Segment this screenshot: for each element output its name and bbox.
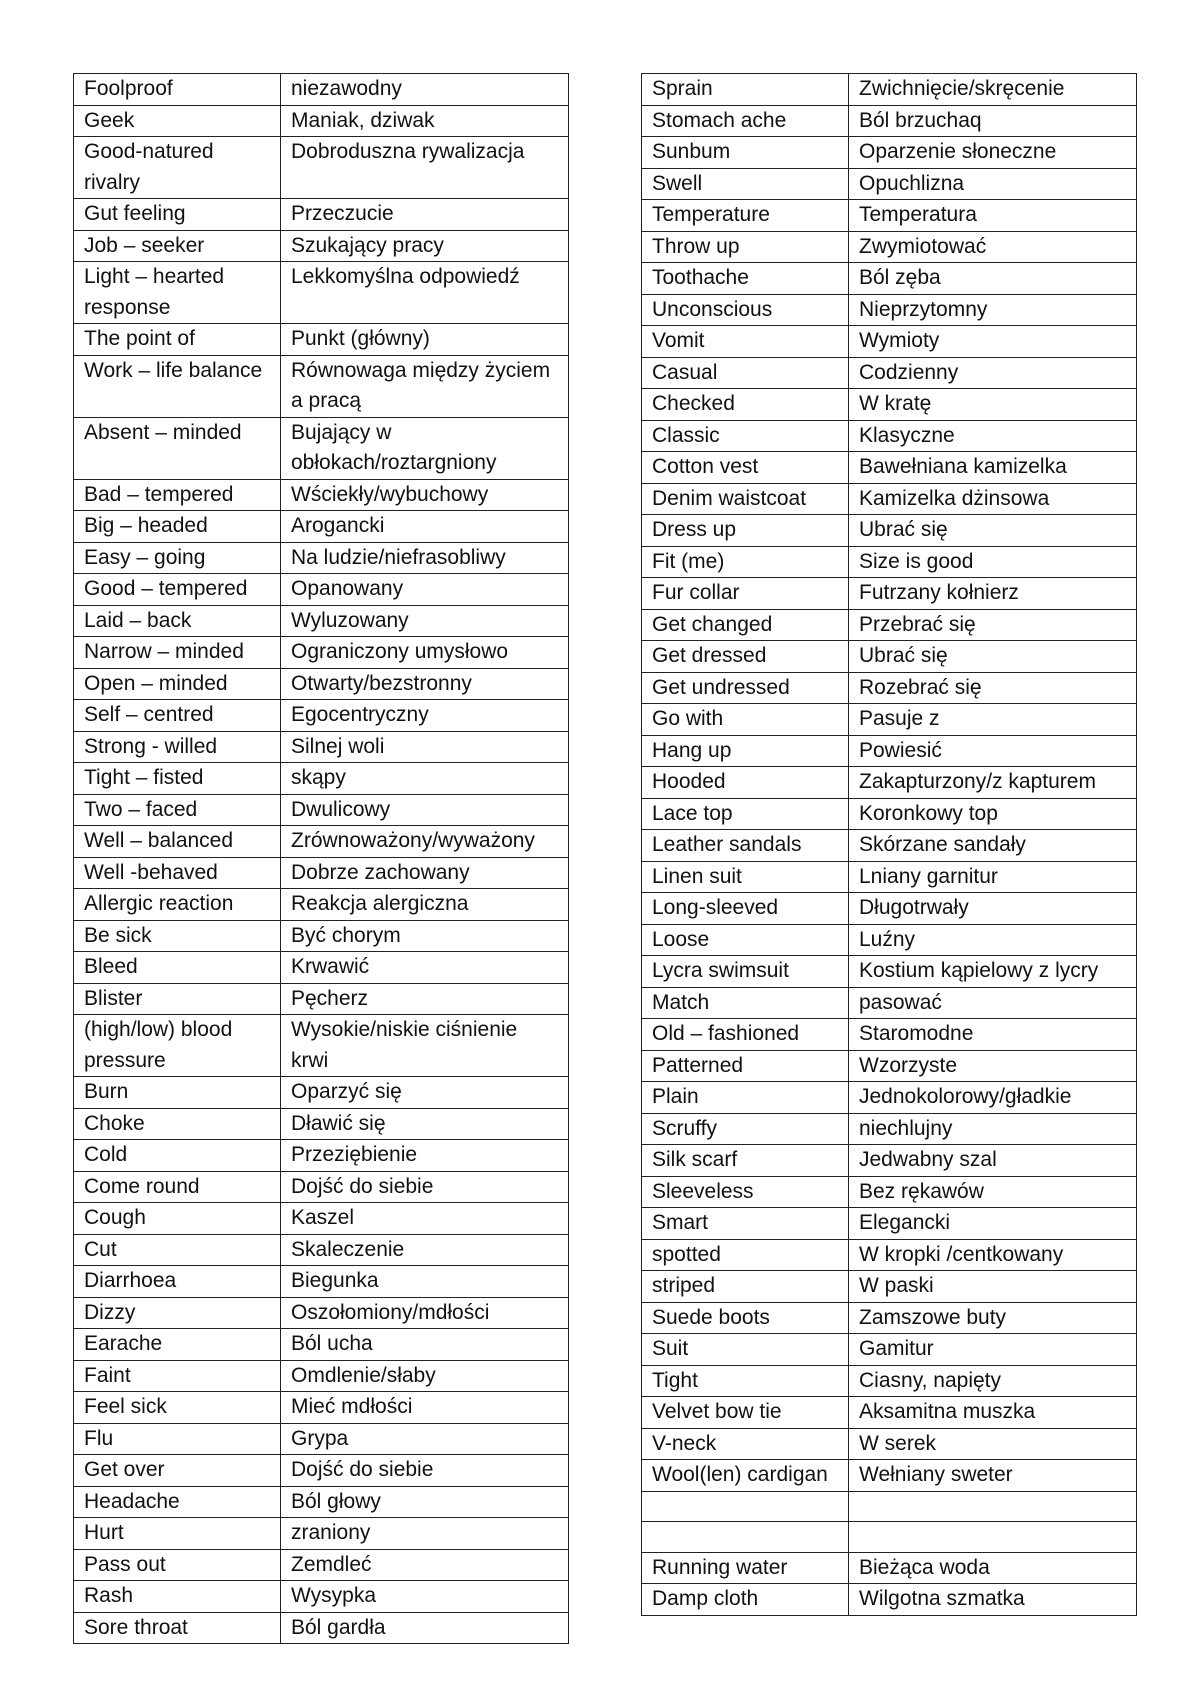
table-row bbox=[74, 1203, 569, 1235]
polish-translation: Skaleczenie bbox=[281, 1234, 569, 1266]
polish-translation: Ból głowy bbox=[281, 1486, 569, 1518]
english-term: Sprain bbox=[642, 74, 849, 106]
table-row bbox=[74, 983, 569, 1015]
table-row bbox=[642, 1428, 1137, 1460]
english-term: Absent – minded bbox=[74, 417, 281, 479]
polish-translation: niezawodny bbox=[281, 74, 569, 106]
table-row bbox=[74, 74, 569, 106]
polish-translation: Wełniany sweter bbox=[849, 1460, 1137, 1492]
table-row bbox=[642, 578, 1137, 610]
polish-translation: W serek bbox=[849, 1428, 1137, 1460]
table-row bbox=[642, 956, 1137, 988]
english-term: Easy – going bbox=[74, 542, 281, 574]
table-row bbox=[642, 924, 1137, 956]
table-row bbox=[74, 1392, 569, 1424]
polish-translation: Wysypka bbox=[281, 1581, 569, 1613]
english-term: Sore throat bbox=[74, 1612, 281, 1644]
table-row bbox=[642, 1334, 1137, 1366]
english-term: Stomach ache bbox=[642, 105, 849, 137]
table-row bbox=[74, 542, 569, 574]
table-row bbox=[642, 357, 1137, 389]
polish-translation: Bujający w obłokach/roztargniony bbox=[281, 417, 569, 479]
table-row bbox=[642, 74, 1137, 106]
table-row bbox=[74, 105, 569, 137]
table-row bbox=[642, 483, 1137, 515]
english-term: Hooded bbox=[642, 767, 849, 799]
polish-translation: Lekkomyślna odpowiedź bbox=[281, 262, 569, 324]
polish-translation: W paski bbox=[849, 1271, 1137, 1303]
english-term: Job – seeker bbox=[74, 230, 281, 262]
polish-translation: Oparzyć się bbox=[281, 1077, 569, 1109]
polish-translation: Wilgotna szmatka bbox=[849, 1584, 1137, 1616]
table-row bbox=[74, 763, 569, 795]
table-row bbox=[74, 731, 569, 763]
english-term: Wool(len) cardigan bbox=[642, 1460, 849, 1492]
polish-translation: Skórzane sandały bbox=[849, 830, 1137, 862]
polish-translation: Ból zęba bbox=[849, 263, 1137, 295]
polish-translation: Zwichnięcie/skręcenie bbox=[849, 74, 1137, 106]
polish-translation: Przeziębienie bbox=[281, 1140, 569, 1172]
polish-translation: Ból gardła bbox=[281, 1612, 569, 1644]
table-row bbox=[642, 326, 1137, 358]
polish-translation: Wzorzyste bbox=[849, 1050, 1137, 1082]
table-row bbox=[642, 1302, 1137, 1334]
table-row bbox=[74, 637, 569, 669]
table-row bbox=[74, 1612, 569, 1644]
english-term: Headache bbox=[74, 1486, 281, 1518]
english-term: Gut feeling bbox=[74, 199, 281, 231]
english-term: Suit bbox=[642, 1334, 849, 1366]
polish-translation: Dojść do siebie bbox=[281, 1455, 569, 1487]
english-term: Good – tempered bbox=[74, 574, 281, 606]
english-term: Bleed bbox=[74, 952, 281, 984]
polish-translation: Silnej woli bbox=[281, 731, 569, 763]
polish-translation: Omdlenie/słaby bbox=[281, 1360, 569, 1392]
table-row bbox=[642, 1145, 1137, 1177]
polish-translation: zraniony bbox=[281, 1518, 569, 1550]
polish-translation: Maniak, dziwak bbox=[281, 105, 569, 137]
english-term: Sleeveless bbox=[642, 1176, 849, 1208]
polish-translation: Przebrać się bbox=[849, 609, 1137, 641]
polish-translation: Zemdleć bbox=[281, 1549, 569, 1581]
english-term: Temperature bbox=[642, 200, 849, 232]
table-row bbox=[74, 511, 569, 543]
polish-translation: Dojść do siebie bbox=[281, 1171, 569, 1203]
table-row bbox=[642, 735, 1137, 767]
english-term: Loose bbox=[642, 924, 849, 956]
table-row bbox=[74, 1486, 569, 1518]
polish-translation: W kratę bbox=[849, 389, 1137, 421]
english-term: Allergic reaction bbox=[74, 889, 281, 921]
table-row bbox=[642, 641, 1137, 673]
english-term: Get undressed bbox=[642, 672, 849, 704]
table-row bbox=[642, 704, 1137, 736]
english-term: Damp cloth bbox=[642, 1584, 849, 1616]
table-row bbox=[74, 324, 569, 356]
table-row bbox=[642, 1522, 1137, 1553]
polish-translation: Ciasny, napięty bbox=[849, 1365, 1137, 1397]
polish-translation: Ból brzuchaq bbox=[849, 105, 1137, 137]
english-term: Rash bbox=[74, 1581, 281, 1613]
english-term: Swell bbox=[642, 168, 849, 200]
table-row bbox=[74, 574, 569, 606]
english-term: Pass out bbox=[74, 1549, 281, 1581]
english-term: Cold bbox=[74, 1140, 281, 1172]
polish-translation: Mieć mdłości bbox=[281, 1392, 569, 1424]
polish-translation: niechlujny bbox=[849, 1113, 1137, 1145]
polish-translation: Biegunka bbox=[281, 1266, 569, 1298]
polish-translation: W kropki /centkowany bbox=[849, 1239, 1137, 1271]
table-row bbox=[642, 672, 1137, 704]
table-row bbox=[642, 452, 1137, 484]
table-row bbox=[74, 1266, 569, 1298]
table-row bbox=[642, 830, 1137, 862]
table-row bbox=[642, 1552, 1137, 1584]
polish-translation: Lniany garnitur bbox=[849, 861, 1137, 893]
english-term: Checked bbox=[642, 389, 849, 421]
table-row bbox=[74, 605, 569, 637]
english-term: Linen suit bbox=[642, 861, 849, 893]
english-term: Long-sleeved bbox=[642, 893, 849, 925]
english-term: Narrow – minded bbox=[74, 637, 281, 669]
table-row bbox=[74, 1015, 569, 1077]
table-row bbox=[642, 1113, 1137, 1145]
english-term: Toothache bbox=[642, 263, 849, 295]
english-term: Throw up bbox=[642, 231, 849, 263]
english-term: spotted bbox=[642, 1239, 849, 1271]
table-row bbox=[74, 889, 569, 921]
english-term: Cough bbox=[74, 1203, 281, 1235]
polish-translation: Powiesić bbox=[849, 735, 1137, 767]
polish-translation: Wymioty bbox=[849, 326, 1137, 358]
english-term bbox=[642, 1522, 849, 1553]
polish-translation: Koronkowy top bbox=[849, 798, 1137, 830]
table-row bbox=[642, 420, 1137, 452]
english-term: Self – centred bbox=[74, 700, 281, 732]
english-term: Running water bbox=[642, 1552, 849, 1584]
english-term: Casual bbox=[642, 357, 849, 389]
polish-translation: pasować bbox=[849, 987, 1137, 1019]
table-row bbox=[74, 1234, 569, 1266]
english-term: Hurt bbox=[74, 1518, 281, 1550]
english-term: Denim waistcoat bbox=[642, 483, 849, 515]
english-term: striped bbox=[642, 1271, 849, 1303]
table-row bbox=[74, 199, 569, 231]
polish-translation: Bez rękawów bbox=[849, 1176, 1137, 1208]
english-term: Come round bbox=[74, 1171, 281, 1203]
table-row bbox=[74, 1171, 569, 1203]
english-term: Match bbox=[642, 987, 849, 1019]
polish-translation: Zrównoważony/wyważony bbox=[281, 826, 569, 858]
table-row bbox=[74, 1360, 569, 1392]
english-term: (high/low) blood pressure bbox=[74, 1015, 281, 1077]
polish-translation: Ból ucha bbox=[281, 1329, 569, 1361]
table-row bbox=[642, 987, 1137, 1019]
english-term: Velvet bow tie bbox=[642, 1397, 849, 1429]
table-row bbox=[74, 668, 569, 700]
table-row bbox=[74, 1581, 569, 1613]
polish-translation: Grypa bbox=[281, 1423, 569, 1455]
english-term: Go with bbox=[642, 704, 849, 736]
english-term: V-neck bbox=[642, 1428, 849, 1460]
table-row bbox=[74, 952, 569, 984]
english-term: Choke bbox=[74, 1108, 281, 1140]
english-term: Dress up bbox=[642, 515, 849, 547]
table-row bbox=[642, 1271, 1137, 1303]
table-row bbox=[74, 920, 569, 952]
polish-translation: Zamszowe buty bbox=[849, 1302, 1137, 1334]
polish-translation: Na ludzie/niefrasobliwy bbox=[281, 542, 569, 574]
english-term: Suede boots bbox=[642, 1302, 849, 1334]
table-row bbox=[74, 355, 569, 417]
table-row bbox=[642, 105, 1137, 137]
table-row bbox=[642, 137, 1137, 169]
english-term: Work – life balance bbox=[74, 355, 281, 417]
table-row bbox=[642, 893, 1137, 925]
english-term: Faint bbox=[74, 1360, 281, 1392]
english-term: Get dressed bbox=[642, 641, 849, 673]
polish-translation: Jedwabny szal bbox=[849, 1145, 1137, 1177]
table-row bbox=[642, 1082, 1137, 1114]
polish-translation: Dobrze zachowany bbox=[281, 857, 569, 889]
polish-translation: Nieprzytomny bbox=[849, 294, 1137, 326]
polish-translation: Dwulicowy bbox=[281, 794, 569, 826]
polish-translation: Przeczucie bbox=[281, 199, 569, 231]
table-row bbox=[74, 1108, 569, 1140]
table-row bbox=[74, 417, 569, 479]
polish-translation: Zakapturzony/z kapturem bbox=[849, 767, 1137, 799]
table-row bbox=[642, 1365, 1137, 1397]
table-row bbox=[74, 1423, 569, 1455]
polish-translation: Egocentryczny bbox=[281, 700, 569, 732]
polish-translation: Równowaga między życiem a pracą bbox=[281, 355, 569, 417]
english-term: Leather sandals bbox=[642, 830, 849, 862]
polish-translation: Kostium kąpielowy z lycry bbox=[849, 956, 1137, 988]
english-term: Strong - willed bbox=[74, 731, 281, 763]
english-term: Lace top bbox=[642, 798, 849, 830]
english-term: Tight bbox=[642, 1365, 849, 1397]
english-term: The point of bbox=[74, 324, 281, 356]
table-row bbox=[642, 200, 1137, 232]
polish-translation: Opanowany bbox=[281, 574, 569, 606]
english-term: Well – balanced bbox=[74, 826, 281, 858]
polish-translation: Jednokolorowy/gładkie bbox=[849, 1082, 1137, 1114]
polish-translation: Arogancki bbox=[281, 511, 569, 543]
english-term: Vomit bbox=[642, 326, 849, 358]
english-term: Sunbum bbox=[642, 137, 849, 169]
english-term: Cut bbox=[74, 1234, 281, 1266]
polish-translation: Być chorym bbox=[281, 920, 569, 952]
table-row bbox=[642, 1050, 1137, 1082]
polish-translation: Dławić się bbox=[281, 1108, 569, 1140]
english-term: Silk scarf bbox=[642, 1145, 849, 1177]
table-row bbox=[642, 263, 1137, 295]
english-term: Big – headed bbox=[74, 511, 281, 543]
table-row bbox=[642, 1460, 1137, 1492]
polish-translation: Temperatura bbox=[849, 200, 1137, 232]
polish-translation: Codzienny bbox=[849, 357, 1137, 389]
english-term: Flu bbox=[74, 1423, 281, 1455]
table-row bbox=[74, 479, 569, 511]
table-row bbox=[642, 1491, 1137, 1522]
table-row bbox=[642, 861, 1137, 893]
polish-translation: Oszołomiony/mdłości bbox=[281, 1297, 569, 1329]
table-row bbox=[74, 137, 569, 199]
table-row bbox=[74, 262, 569, 324]
table-row bbox=[74, 857, 569, 889]
table-row bbox=[642, 1584, 1137, 1616]
table-row bbox=[642, 1208, 1137, 1240]
english-term: Foolproof bbox=[74, 74, 281, 106]
polish-translation: skąpy bbox=[281, 763, 569, 795]
polish-translation: Wściekły/wybuchowy bbox=[281, 479, 569, 511]
polish-translation: Rozebrać się bbox=[849, 672, 1137, 704]
english-term: Tight – fisted bbox=[74, 763, 281, 795]
english-term: Burn bbox=[74, 1077, 281, 1109]
english-term: Laid – back bbox=[74, 605, 281, 637]
english-term: Dizzy bbox=[74, 1297, 281, 1329]
table-row bbox=[74, 1455, 569, 1487]
polish-translation bbox=[849, 1522, 1137, 1553]
table-row bbox=[642, 1397, 1137, 1429]
table-row bbox=[74, 700, 569, 732]
table-row bbox=[642, 168, 1137, 200]
polish-translation: Wysokie/niskie ciśnienie krwi bbox=[281, 1015, 569, 1077]
polish-translation: Ograniczony umysłowo bbox=[281, 637, 569, 669]
table-row bbox=[642, 294, 1137, 326]
english-term: Old – fashioned bbox=[642, 1019, 849, 1051]
table-row bbox=[642, 515, 1137, 547]
polish-translation: Bawełniana kamizelka bbox=[849, 452, 1137, 484]
polish-translation: Opuchlizna bbox=[849, 168, 1137, 200]
english-term: Well -behaved bbox=[74, 857, 281, 889]
polish-translation: Futrzany kołnierz bbox=[849, 578, 1137, 610]
table-row bbox=[642, 1176, 1137, 1208]
polish-translation: Kaszel bbox=[281, 1203, 569, 1235]
polish-translation: Pęcherz bbox=[281, 983, 569, 1015]
vocabulary-table-right bbox=[641, 73, 1137, 1616]
polish-translation: Aksamitna muszka bbox=[849, 1397, 1137, 1429]
english-term: Classic bbox=[642, 420, 849, 452]
table-row bbox=[642, 389, 1137, 421]
table-row bbox=[74, 794, 569, 826]
english-term: Two – faced bbox=[74, 794, 281, 826]
table-row bbox=[642, 767, 1137, 799]
english-term: Geek bbox=[74, 105, 281, 137]
english-term: Hang up bbox=[642, 735, 849, 767]
table-row bbox=[74, 1140, 569, 1172]
polish-translation bbox=[849, 1491, 1137, 1522]
english-term: Bad – tempered bbox=[74, 479, 281, 511]
polish-translation: Bieżąca woda bbox=[849, 1552, 1137, 1584]
polish-translation: Size is good bbox=[849, 546, 1137, 578]
english-term bbox=[642, 1491, 849, 1522]
polish-translation: Pasuje z bbox=[849, 704, 1137, 736]
english-term: Diarrhoea bbox=[74, 1266, 281, 1298]
english-term: Fit (me) bbox=[642, 546, 849, 578]
table-row bbox=[74, 1329, 569, 1361]
english-term: Unconscious bbox=[642, 294, 849, 326]
polish-translation: Reakcja alergiczna bbox=[281, 889, 569, 921]
english-term: Feel sick bbox=[74, 1392, 281, 1424]
polish-translation: Szukający pracy bbox=[281, 230, 569, 262]
polish-translation: Elegancki bbox=[849, 1208, 1137, 1240]
polish-translation: Otwarty/bezstronny bbox=[281, 668, 569, 700]
polish-translation: Oparzenie słoneczne bbox=[849, 137, 1137, 169]
english-term: Good-natured rivalry bbox=[74, 137, 281, 199]
english-term: Be sick bbox=[74, 920, 281, 952]
english-term: Patterned bbox=[642, 1050, 849, 1082]
table-row bbox=[642, 1019, 1137, 1051]
table-row bbox=[74, 1549, 569, 1581]
table-row bbox=[642, 609, 1137, 641]
polish-translation: Wyluzowany bbox=[281, 605, 569, 637]
table-row bbox=[74, 230, 569, 262]
table-row bbox=[642, 546, 1137, 578]
polish-translation: Luźny bbox=[849, 924, 1137, 956]
english-term: Cotton vest bbox=[642, 452, 849, 484]
polish-translation: Dobroduszna rywalizacja bbox=[281, 137, 569, 199]
table-row bbox=[74, 1297, 569, 1329]
polish-translation: Ubrać się bbox=[849, 641, 1137, 673]
polish-translation: Staromodne bbox=[849, 1019, 1137, 1051]
polish-translation: Kamizelka dżinsowa bbox=[849, 483, 1137, 515]
english-term: Smart bbox=[642, 1208, 849, 1240]
table-row bbox=[642, 1239, 1137, 1271]
table-row bbox=[74, 1077, 569, 1109]
english-term: Light – hearted response bbox=[74, 262, 281, 324]
polish-translation: Długotrwały bbox=[849, 893, 1137, 925]
polish-translation: Gamitur bbox=[849, 1334, 1137, 1366]
table-row bbox=[642, 798, 1137, 830]
english-term: Get over bbox=[74, 1455, 281, 1487]
english-term: Scruffy bbox=[642, 1113, 849, 1145]
table-row bbox=[74, 826, 569, 858]
english-term: Earache bbox=[74, 1329, 281, 1361]
english-term: Open – minded bbox=[74, 668, 281, 700]
polish-translation: Ubrać się bbox=[849, 515, 1137, 547]
english-term: Get changed bbox=[642, 609, 849, 641]
english-term: Blister bbox=[74, 983, 281, 1015]
polish-translation: Punkt (główny) bbox=[281, 324, 569, 356]
english-term: Plain bbox=[642, 1082, 849, 1114]
vocabulary-table-left bbox=[73, 73, 569, 1644]
english-term: Fur collar bbox=[642, 578, 849, 610]
polish-translation: Zwymiotować bbox=[849, 231, 1137, 263]
polish-translation: Krwawić bbox=[281, 952, 569, 984]
table-row bbox=[74, 1518, 569, 1550]
polish-translation: Klasyczne bbox=[849, 420, 1137, 452]
english-term: Lycra swimsuit bbox=[642, 956, 849, 988]
table-row bbox=[642, 231, 1137, 263]
